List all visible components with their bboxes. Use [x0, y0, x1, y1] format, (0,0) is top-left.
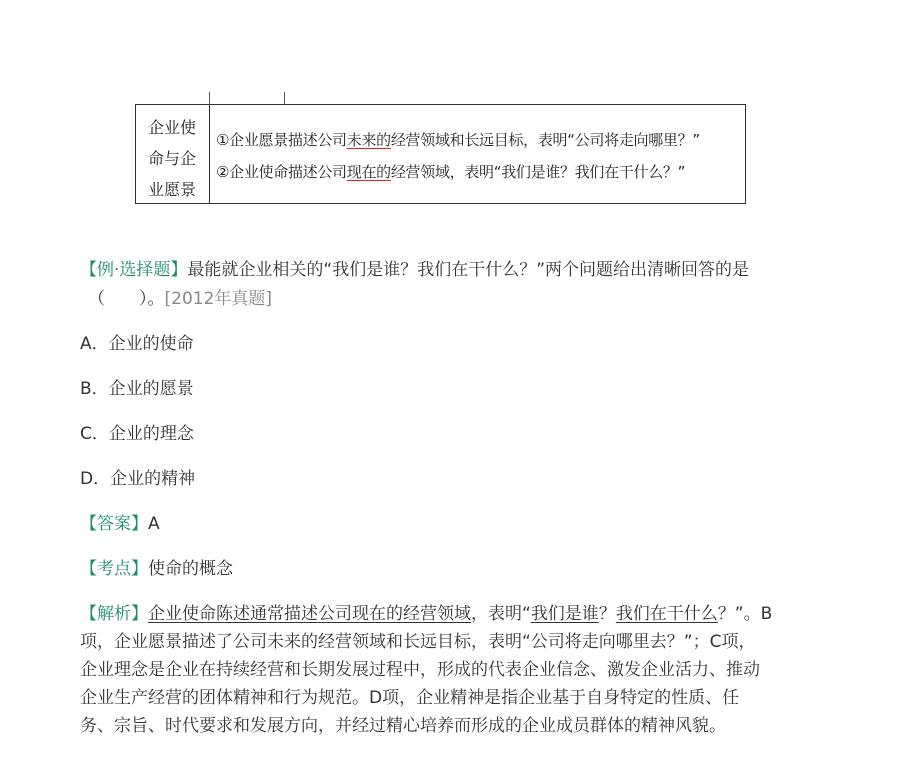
question-year: [2012年真题] [164, 289, 273, 309]
analysis-underlined: 我们是谁 [530, 604, 599, 624]
question-tag: 【例·选择题】 [80, 260, 188, 280]
option-c: C．企业的理念 [80, 424, 194, 444]
mission-definition: ②企业使命描述公司现在的经营领域，表明“我们是谁？我们在干什么？” [216, 163, 686, 181]
analysis-tag: 【解析】 [80, 604, 148, 624]
analysis-underlined: 企业使命陈述通常描述公司现在的经营领域 [148, 604, 471, 624]
option-a: A．企业的使命 [80, 334, 194, 354]
analysis-line: 务、宗旨、时代要求和发展方向，并经过精心培养而形成的企业成员群体的精神风貌。 [80, 716, 726, 736]
analysis-line: 企业生产经营的团体精神和行为规范。D项，企业精神是指企业基于自身特定的性质、任 [80, 688, 740, 708]
row-header-line: 业愿景 [148, 180, 197, 199]
table-row-header [136, 105, 210, 203]
key-point-tag: 【考点】 [80, 559, 148, 579]
key-point-value: 使命的概念 [148, 559, 233, 579]
analysis-underlined: 我们在干什么 [615, 604, 718, 624]
comparison-table [135, 92, 747, 204]
table-divider [284, 92, 285, 104]
question-stem-line2 [88, 287, 272, 311]
answer-tag: 【答案】 [80, 514, 148, 534]
answer [80, 512, 160, 536]
table-row [135, 104, 746, 204]
question-text: 最能就企业相关的“我们是谁？我们在干什么？”两个问题给出清晰回答的是 [187, 260, 750, 280]
answer-blank: （ ）。 [88, 289, 165, 309]
key-point [80, 557, 233, 581]
answer-value: A [148, 514, 160, 534]
analysis-line: 企业理念是企业在持续经营和长期发展过程中，形成的代表企业信念、激发企业活力、推动 [80, 660, 760, 680]
analysis-line [80, 602, 772, 626]
option-d: D．企业的精神 [80, 469, 196, 489]
analysis-text: ，表明“ [471, 604, 531, 624]
analysis-text: ？”。B [717, 604, 773, 624]
row-header-line: 命与企 [148, 149, 197, 168]
question-stem [80, 258, 749, 282]
analysis-text: ？ [598, 604, 616, 624]
row-header-line: 企业使 [148, 118, 197, 137]
option-b: B．企业的愿景 [80, 379, 194, 399]
table-divider [209, 92, 210, 104]
vision-definition: ①企业愿景描述公司未来的经营领域和长远目标，表明“公司将走向哪里？” [216, 131, 700, 149]
analysis-line: 项，企业愿景描述了公司未来的经营领域和长远目标，表明“公司将走向哪里去？”；C项， [80, 632, 756, 652]
